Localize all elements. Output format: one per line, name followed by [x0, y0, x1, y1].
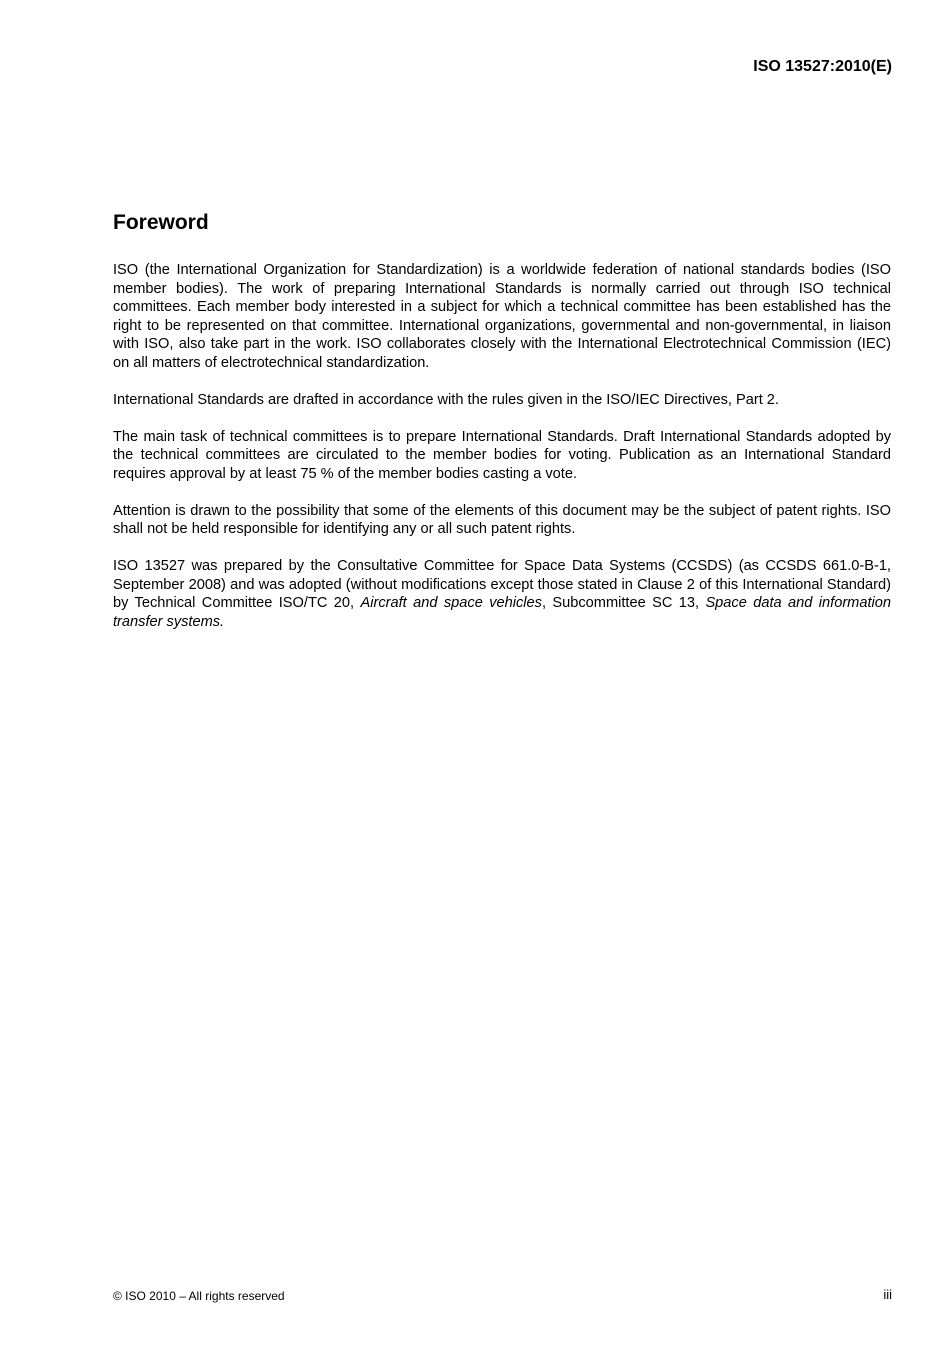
paragraph-preparation [113, 557, 891, 631]
committee-title: Aircraft and space vehicles [360, 595, 542, 611]
subcommittee-title: Space data and information transfer systems. [113, 595, 891, 630]
copyright-notice: © ISO 2010 – All rights reserved [113, 1289, 285, 1303]
preparation-text-2: , Subcommittee SC 13, [541, 595, 706, 611]
page-number: iii [883, 1287, 892, 1302]
paragraph-main-task: The main task of technical committees is to prepare International Standards. Draft International Standards adopted by the technical committees are circulated to the member bodies for voting. Publication as an International Standard requires approval by at least 75 % of the member bodies casting a vote. [113, 428, 891, 482]
paragraph-iso-federation: ISO (the International Organization for Standardization) is a worldwide federation of national standards bodies (ISO member bodies). The work of preparing International Standards is normally carried out through ISO technical committees. Each member body interested in a subject for which a technical committee has been established has the right to be represented on that committee. International organizations, governmental and non-governmental, in liaison with ISO, also take part in the work. ISO collaborates closely with the International Electrotechnical Commission (IEC) on all matters of electrotechnical standardization. [113, 262, 891, 371]
paragraph-directives: International Standards are drafted in accordance with the rules given in the ISO/IEC Directives, Part 2. [113, 391, 779, 408]
foreword-body [113, 261, 891, 650]
document-id: ISO 13527:2010(E) [753, 58, 892, 75]
paragraph-patent-rights: Attention is drawn to the possibility that some of the elements of this document may be the subject of patent rights. ISO shall not be held responsible for identifying any or all such patent rights. [113, 502, 891, 537]
page-title: Foreword [113, 211, 209, 234]
preparation-text-1: ISO 13527 was prepared by the Consultative Committee for Space Data Systems (CCSDS) (as CCSDS 661.0-B-1, September 2008) and was adopted (without modifications except those stated in Clause 2 of this International Standard) by Technical Committee ISO/TC 20, [113, 558, 891, 611]
